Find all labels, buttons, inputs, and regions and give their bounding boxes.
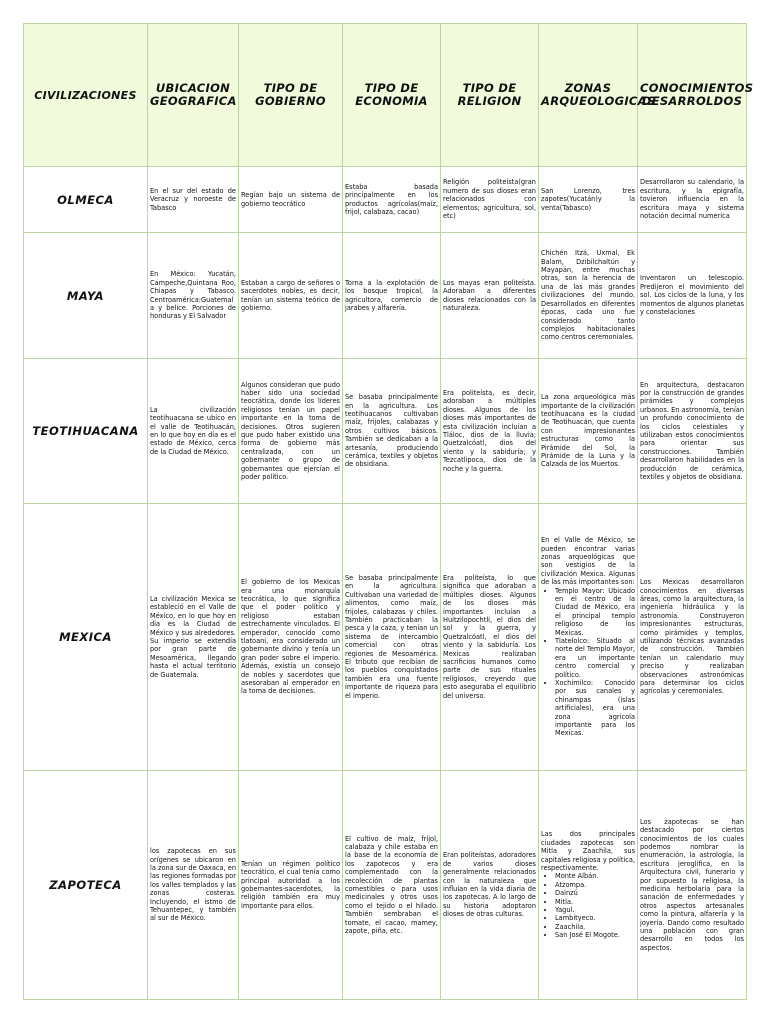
civilizations-table [23, 23, 754, 1000]
cell-ubicacion: La civilización teotihuacana se ubico en el valle de Teotihuacán, en lo que hoy en día es el estado de México, cerca de la Ciudad de México. [148, 359, 239, 504]
zonas-intro: En el Valle de México, se pueden encontrar varias zonas arqueológicas que son vestigios de la civilización Mexica. Algunas de las más importantes son: [541, 536, 635, 587]
row-name: OLMECA [24, 167, 148, 233]
header-row [24, 24, 747, 167]
list-item: • Monte Albán. [555, 872, 635, 880]
cell-zonas: San Lorenzo, tres zapotes(Yucatán)y la venta(Tabasco) [539, 167, 638, 233]
cell-economia: Se basaba principalmente en la agricultura. Cultivaban una variedad de alimentos, como maíz, frijoles, calabazas y chiles. También practicaban la pesca y la caza, y tenían un sistema de intercambio comercial con otras regiones de Mesoamérica. El tributo que recibían de los pueblos conquistados también era una fuente importante de riqueza para el imperio. [343, 504, 441, 771]
cell-conocimientos: Desarrollaron su calendario, la escritura, y la epigrafía, tovieron influencia en la escritura maya y sistema notación decimal numerica [638, 167, 747, 233]
zonas-list [541, 587, 635, 738]
cell-economia: Se basaba principalmente en la agricultura. Los teotihuacanos cultivaban maíz, frijoles, calabazas y otros cultivos básicos. También se dedicaban a la artesanía, produciendo cerámica, textiles y objetos de obsidiana. [343, 359, 441, 504]
table-row-olmeca [24, 167, 747, 233]
cell-conocimientos: Los Mexicas desarrollaron conocimientos en diversas áreas, como la arquitectura, la ingeniería hidráulica y la astronomía. Construyeron impresionantes estructuras, como pirámides y templos, utilizando técnicas avanzadas de construcción. También tenían un calendario muy preciso y realizaban observaciones astronómicas para determinar los ciclos agrícolas y ceremoniales. [638, 504, 747, 771]
cell-gobierno: Regían bajo un sistema de gobierno teocrático [239, 167, 343, 233]
header-gobierno: TIPO DE GOBIERNO [239, 24, 343, 167]
civilizations-table-container [23, 23, 754, 999]
zonas-intro: Las dos principales ciudades zapotecas son Mitla y Zaachila, sus capitales religiosa y política, respectivamente. [541, 830, 635, 872]
header-religion: TIPO DE RELIGION [441, 24, 539, 167]
header-ubicacion: UBICACION GEOGRAFICA [148, 24, 239, 167]
cell-ubicacion: La civilización Mexica se estableció en el Valle de México, en lo que hoy en día es la Ciudad de México y sus alrededores. Su imperio se extendía por gran parte de Mesoamérica, llegando hasta el actual territorio de Guatemala. [148, 504, 239, 771]
cell-gobierno: Tenían un régimen político teocrático, el cual tenía como principal autoridad a los gobernantes-sacerdotes, la religión también era muy importante para ellos. [239, 771, 343, 1000]
cell-zonas: La zona arqueológica más importante de la civilización teotihuacana es la ciudad de Teotihuacán, que cuenta con impresionantes estructuras como la Pirámide del Sol, la Pirámide de la Luna y la Calzada de los Muertos. [539, 359, 638, 504]
cell-religion: Eran politeístas, adoradores de varios dioses generalmente relacionados con la naturaleza que influían en la vida diaria de los zapotecas. A lo largo de su historia adoptaron dioses de otras culturas. [441, 771, 539, 1000]
cell-conocimientos: En arquitectura, destacaron por la construcción de grandes pirámides y complejos urbanos. En astronomía, tenían un profundo conocimiento de los ciclos celestiales y utilizaban estos conocimientos para orientar sus construcciones. También desarrollaron habilidades en la producción de cerámica, textiles y objetos de obsidiana. [638, 359, 747, 504]
row-name: MEXICA [24, 504, 148, 771]
cell-religion: Era politeísta, lo que significa que adoraban a múltiples dioses. Algunos de los dioses más importantes incluían a Huitzilopochtli, el dios del sol y la guerra, y Quetzalcóatl, el dios del viento y la sabiduría. Los Mexicas realizaban sacrificios humanos como parte de sus rituales religiosos, creyendo que esto aseguraba el equilibrio del universo. [441, 504, 539, 771]
table-row-mexica [24, 504, 747, 771]
list-item: • Xochimilco: Conocido por sus canales y chinampas (islas artificiales), era una zona agrícola importante para los Mexicas. [555, 679, 635, 738]
list-item: • Tlatelolco: Situado al norte del Templo Mayor, era un importante centro comercial y político. [555, 637, 635, 679]
cell-economia: Torna a la explotación de los bosque tropical, la agricultora, comercio de jarabes y alfarería. [343, 233, 441, 359]
list-item: • Dainzú [555, 889, 635, 897]
cell-zonas [539, 771, 638, 1000]
header-conocimientos: CONOCIMIENTOS DESARROLDOS [638, 24, 747, 167]
cell-religion: Religión politeísta(gran numero de sus dioses eran relacionados con elementos; agricultura, sol, etc) [441, 167, 539, 233]
cell-conocimientos: Inventaron un telescopio. Predijeron el movimiento del sol. Los ciclos de la luna, y los momentos de algunos planetas y constelaciones [638, 233, 747, 359]
cell-ubicacion: En el sur del estado de Veracruz y noroeste de Tabasco [148, 167, 239, 233]
header-civilizaciones: CIVILIZACIONES [24, 24, 148, 167]
cell-gobierno: Estaban a cargo de señores o sacerdotes nobles, es decir, tenían un sistema teórico de gobierno. [239, 233, 343, 359]
cell-economia: El cultivo de maíz, frijol, calabaza y chile estaba en la base de la economía de los zapotecos y era complementado con la recolección de plantas comestibles o para usos medicinales y otros usos como el tejido o el hilado. También sembraban el tomate, el cacao, mamey, zapote, piña, etc. [343, 771, 441, 1000]
cell-zonas [539, 504, 638, 771]
row-name: MAYA [24, 233, 148, 359]
list-item: • San José El Mogote. [555, 931, 635, 939]
cell-zonas: Chichén Itzá, Uxmal, Ek Balam, Dzibilchaltún y Mayapán, entre muchas otras, son la herencia de una de las más grandes civilizaciones del mundo. Desarrollados en diferentes épocas, cada uno fue considerado tanto complejos habitacionales como centros ceremoniales. [539, 233, 638, 359]
list-item: • Atzompa. [555, 881, 635, 889]
cell-ubicacion: los zapotecas en sus orígenes se ubicaron en la zona sur de Oaxaca, en las regiones formadas por los valles templados y las zonas costeras. Incluyendo, el istmo de Tehuantepec, y también al sur de México. [148, 771, 239, 1000]
header-zonas: ZONAS ARQUEOLOGICAS [539, 24, 638, 167]
list-item: • Mitla. [555, 898, 635, 906]
cell-gobierno: Algunos consideran que pudo haber sido una sociedad teocrática, donde los líderes religiosos tenían un papel importante en la toma de decisiones. Otros sugieren que pudo haber existido una forma de gobierno más centralizada, con un gobernante o grupo de gobernantes que ejercían el poder político. [239, 359, 343, 504]
cell-ubicacion: En México: Yucatán, Campeche,Quintana Roo, Chiapas y Tabasco. Centroamérica:Guatemal a y belice. Porciones de honduras y El Salvador [148, 233, 239, 359]
row-name: TEOTIHUACANA [24, 359, 148, 504]
table-row-maya [24, 233, 747, 359]
table-row-zapoteca [24, 771, 747, 1000]
list-item: • Templo Mayor: Ubicado en el centro de la Ciudad de México, era el principal templo religioso de los Mexicas. [555, 587, 635, 637]
cell-conocimientos: Los zapotecas se han destacado por ciertos conocimientos de los cuales podemos nombrar la enumeración, la astrología, la escritura jeroglífica, en la Arquitectura civil, funerario y por supuesto la religiosa, la medicina herbolaria para la sanación de enfermedades y otros aspectos artesanales como la pintura, alfarería y la joyería. Dando como resultado una población con gran desarrollo en todos los aspectos. [638, 771, 747, 1000]
cell-economia: Estaba basada principalmente en los productos agrícolas(maíz, frijol, calabaza, cacao) [343, 167, 441, 233]
row-name: ZAPOTECA [24, 771, 148, 1000]
cell-religion: Era politeísta, es decir, adoraban a múltiples dioses. Algunos de los dioses más importantes de esta civilización incluían a Tláloc, dios de la lluvia; Quetzalcóatl, dios del viento y la sabiduría; y Tezcatlipoca, dios de la noche y la guerra. [441, 359, 539, 504]
header-economia: TIPO DE ECONOMIA [343, 24, 441, 167]
cell-religion: Los mayas eran politeísta. Adoraban a diferentes dioses relacionados con la naturaleza. [441, 233, 539, 359]
list-item: • Lambityeco. [555, 914, 635, 922]
list-item: • Yagul. [555, 906, 635, 914]
table-row-teotihuacana [24, 359, 747, 504]
cell-gobierno: El gobierno de los Mexicas era una monarquía teocrática, lo que significa que el poder político y religioso estaban estrechamente vinculados. El emperador, conocido como tlatoani, era considerado un gobernante divino y tenía un gran poder sobre el imperio. Además, existía un consejo de nobles y sacerdotes que asesoraban al emperador en la toma de decisiones. [239, 504, 343, 771]
list-item: • Zaachila. [555, 923, 635, 931]
zonas-list [541, 872, 635, 939]
